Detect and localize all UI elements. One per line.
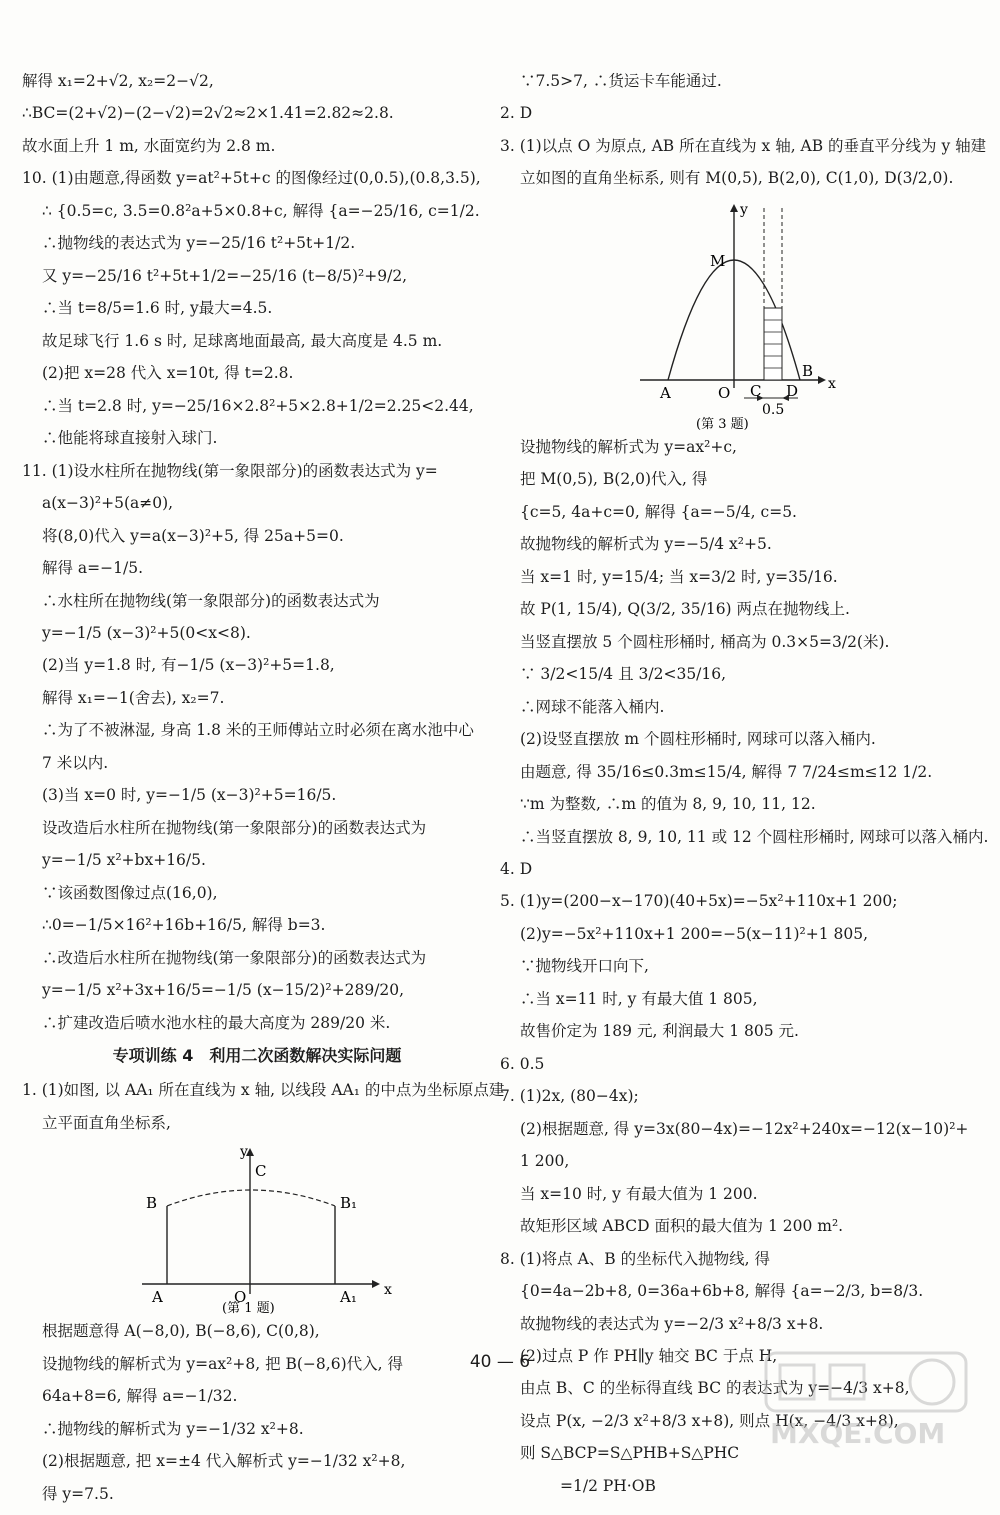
text-line: y=−1/5 x²+bx+16/5.: [42, 851, 206, 870]
text-line: 解得 x₁=−1(舍去), x₂=7.: [42, 688, 225, 707]
section-title: 专项训练 4 利用二次函数解决实际问题: [112, 1046, 402, 1066]
text-line: 64a+8=6, 解得 a=−1/32.: [42, 1387, 238, 1406]
text-line: 故抛物线的表达式为 y=−2/3 x²+8/3 x+8.: [520, 1314, 824, 1333]
text-line: ∵抛物线开口向下,: [520, 957, 649, 976]
text-line: 解得 a=−1/5.: [42, 559, 144, 578]
text-line: ∴水柱所在抛物线(第一象限部分)的函数表达式为: [42, 591, 380, 610]
text-line: 11. (1)设水柱所在抛物线(第一象限部分)的函数表达式为 y=: [22, 461, 438, 480]
text-line: 1. (1)如图, 以 AA₁ 所在直线为 x 轴, 以线段 AA₁ 的中点为坐标原点建: [22, 1081, 505, 1100]
watermark-logo: [760, 1343, 980, 1459]
text-line: 由题意, 得 35/16≤0.3m≤15/4, 解得 7 7/24≤m≤12 1/2.: [520, 762, 933, 781]
text-line: ∵m 为整数, ∴m 的值为 8, 9, 10, 11, 12.: [520, 795, 816, 814]
text-line: (3)当 x=0 时, y=−1/5 (x−3)²+5=16/5.: [42, 786, 337, 805]
label-B1: B₁: [340, 1194, 358, 1213]
label-gap: 0.5: [762, 401, 785, 418]
text-line: 设抛物线的解析式为 y=ax²+c,: [520, 437, 737, 456]
label-A: A: [660, 383, 671, 402]
label-B: B: [146, 1194, 158, 1213]
text-line: 8. (1)将点 A、B 的坐标代入抛物线, 得: [500, 1249, 770, 1268]
label-A: A: [152, 1288, 163, 1307]
text-line: ∴当 t=2.8 时, y=−25/16×2.8²+5×2.8+1/2=2.25<2.44,: [42, 396, 474, 415]
text-line: 设改造后水柱所在抛物线(第一象限部分)的函数表达式为: [42, 818, 427, 837]
text-line: ∴网球不能落入桶内.: [520, 697, 665, 716]
text-line: 立平面直角坐标系,: [42, 1113, 171, 1132]
text-line: ∴0=−1/5×16²+16b+16/5, 解得 b=3.: [42, 916, 326, 935]
figure-1-svg: [22, 1144, 492, 1314]
text-line: 根据题意得 A(−8,0), B(−8,6), C(0,8),: [42, 1322, 320, 1341]
text-line: 设点 P(x, −2/3 x²+8/3 x+8), 则点 H(x, −4/3 x+8),: [520, 1411, 899, 1430]
text-line: 得 y=7.5.: [42, 1484, 114, 1503]
text-line: 设抛物线的解析式为 y=ax²+8, 把 B(−8,6)代入, 得: [42, 1354, 403, 1373]
text-line: 故抛物线的解析式为 y=−5/4 x²+5.: [520, 535, 772, 554]
text-line: 3. (1)以点 O 为原点, AB 所在直线为 x 轴, AB 的垂直平分线为 y 轴建: [500, 136, 987, 155]
text-line: {0=4a−2b+8, 0=36a+6b+8, 解得 {a=−2/3, b=8/3.: [520, 1282, 924, 1301]
label-y: y: [240, 1144, 248, 1161]
text-line: 2. D: [500, 104, 533, 123]
figure-3-caption: (第 3 题): [696, 416, 749, 430]
label-O: O: [234, 1288, 247, 1307]
label-D: D: [786, 381, 799, 400]
text-line: 又 y=−25/16 t²+5t+1/2=−25/16 (t−8/5)²+9/2,: [42, 266, 408, 285]
figure-1: [22, 1144, 492, 1314]
text-line: ∴抛物线的解析式为 y=−1/32 x²+8.: [42, 1419, 304, 1438]
right-lines-a: [500, 70, 987, 190]
text-line: y=−1/5 (x−3)²+5(0<x<8).: [42, 623, 251, 642]
right-column: [500, 70, 989, 1507]
text-line: ∵ 3/2<15/4 且 3/2<35/16,: [520, 665, 727, 684]
text-line: (2)y=−5x²+110x+1 200=−5(x−11)²+1 805,: [520, 924, 869, 943]
text-line: ∴扩建改造后喷水池水柱的最大高度为 289/20 米.: [42, 1013, 391, 1032]
text-line: (2)过点 P 作 PH∥y 轴交 BC 于点 H,: [520, 1347, 778, 1365]
text-line: y=−1/5 x²+3x+16/5=−1/5 (x−15/2)²+289/20,: [42, 981, 405, 1000]
text-line: 故足球飞行 1.6 s 时, 足球离地面最高, 最大高度是 4.5 m.: [42, 331, 443, 350]
text-line: 故水面上升 1 m, 水面宽约为 2.8 m.: [22, 136, 276, 155]
text-line: 把 M(0,5), B(2,0)代入, 得: [520, 470, 708, 489]
left-lines-b: [22, 1079, 505, 1134]
text-line: {c=5, 4a+c=0, 解得 {a=−5/4, c=5.: [520, 502, 797, 521]
text-line: ∴BC=(2+√2)−(2−√2)=2√2≈2×1.41=2.82≈2.8.: [22, 104, 394, 123]
text-line: ∴为了不被淋湿, 身高 1.8 米的王师傅站立时必须在离水池中心: [42, 721, 474, 740]
label-C: C: [255, 1162, 267, 1181]
text-line: 故 P(1, 15/4), Q(3/2, 35/16) 两点在抛物线上.: [520, 600, 850, 619]
watermark-glyph-1: [780, 1365, 814, 1399]
watermark-url: MXQE.COM: [770, 1416, 946, 1450]
text-line: 由点 B、C 的坐标得直线 BC 的表达式为 y=−4/3 x+8,: [520, 1379, 910, 1398]
text-line: ∴抛物线的表达式为 y=−25/16 t²+5t+1/2.: [42, 234, 356, 253]
label-A1: A₁: [340, 1288, 357, 1307]
text-line: 将(8,0)代入 y=a(x−3)²+5, 得 25a+5=0.: [42, 526, 344, 545]
text-line: ∴当 x=11 时, y 有最大值 1 805,: [520, 989, 758, 1008]
label-M: M: [710, 251, 726, 270]
text-line: ∴当竖直摆放 8, 9, 10, 11 或 12 个圆柱形桶时, 网球可以落入桶内.: [520, 827, 989, 846]
label-B: B: [802, 361, 814, 380]
label-x: x: [828, 375, 836, 392]
left-lines-a: [22, 70, 492, 1034]
text-line: 故矩形区域 ABCD 面积的最大值为 1 200 m².: [520, 1217, 844, 1236]
figure-3-svg: [500, 200, 980, 430]
text-line: ∴ {0.5=c, 3.5=0.8²a+5×0.8+c, 解得 {a=−25/16, c=1/2.: [42, 201, 480, 220]
label-y: y: [740, 201, 748, 218]
y-axis-arrow: [730, 204, 738, 212]
text-line: 4. D: [500, 859, 533, 878]
text-line: ∵7.5>7, ∴货运卡车能通过.: [520, 72, 722, 90]
figure-1-caption: (第 1 题): [222, 1301, 275, 1315]
text-line: 立如图的直角坐标系, 则有 M(0,5), B(2,0), C(1,0), D(3/2,0).: [520, 169, 954, 188]
text-line: (2)根据题意, 得 y=3x(80−4x)=−12x²+240x=−12(x−10)²+: [520, 1119, 969, 1138]
text-line: 当竖直摆放 5 个圆柱形桶时, 桶高为 0.3×5=3/2(米).: [520, 632, 890, 651]
text-line: ∴改造后水柱所在抛物线(第一象限部分)的函数表达式为: [42, 948, 427, 967]
text-line: 6. 0.5: [500, 1054, 545, 1073]
text-line: 1 200,: [520, 1152, 570, 1171]
right-lines-b: [500, 436, 989, 1497]
figure-3: [500, 200, 980, 430]
text-line: 当 x=1 时, y=15/4; 当 x=3/2 时, y=35/16.: [520, 567, 838, 586]
label-C: C: [750, 381, 762, 400]
text-line: 10. (1)由题意,得函数 y=at²+5t+c 的图像经过(0,0.5),(0.8,3.5),: [22, 169, 481, 188]
watermark-circle: [910, 1360, 954, 1404]
text-line: 当 x=10 时, y 有最大值为 1 200.: [520, 1184, 758, 1203]
x-axis-arrow: [818, 376, 826, 384]
x-axis-arrow: [372, 1280, 380, 1288]
label-O: O: [718, 383, 731, 402]
text-line: ∴他能将球直接射入球门.: [42, 429, 218, 448]
text-line: 解得 x₁=2+√2, x₂=2−√2,: [22, 72, 214, 90]
page-number: 40 — 6: [469, 1352, 531, 1372]
label-x: x: [384, 1282, 392, 1299]
text-line: (2)当 y=1.8 时, 有−1/5 (x−3)²+5=1.8,: [42, 656, 335, 675]
text-line: 则 S△BCP=S△PHB+S△PHC: [520, 1444, 740, 1463]
left-lines-c: [22, 1320, 492, 1505]
text-line: (2)根据题意, 把 x=±4 代入解析式 y=−1/32 x²+8,: [42, 1452, 406, 1471]
text-line: 故售价定为 189 元, 利润最大 1 805 元.: [520, 1022, 799, 1041]
text-line: ∴当 t=8/5=1.6 时, y最大=4.5.: [42, 299, 273, 318]
text-line: a(x−3)²+5(a≠0),: [42, 494, 174, 513]
text-line: (2)设竖直摆放 m 个圆柱形桶时, 网球可以落入桶内.: [520, 730, 876, 749]
text-line: 7 米以内.: [42, 753, 109, 772]
text-line: =1/2 PH·OB: [560, 1476, 656, 1495]
arch-curve: [167, 1190, 335, 1206]
watermark-svg: [760, 1343, 980, 1453]
text-line: (2)把 x=28 代入 x=10t, 得 t=2.8.: [42, 364, 294, 383]
text-line: 5. (1)y=(200−x−170)(40+5x)=−5x²+110x+1 200;: [500, 892, 898, 911]
text-line: 7. (1)2x, (80−4x);: [500, 1087, 639, 1106]
text-line: ∵该函数图像过点(16,0),: [42, 883, 218, 902]
watermark-glyph-2: [830, 1365, 864, 1399]
